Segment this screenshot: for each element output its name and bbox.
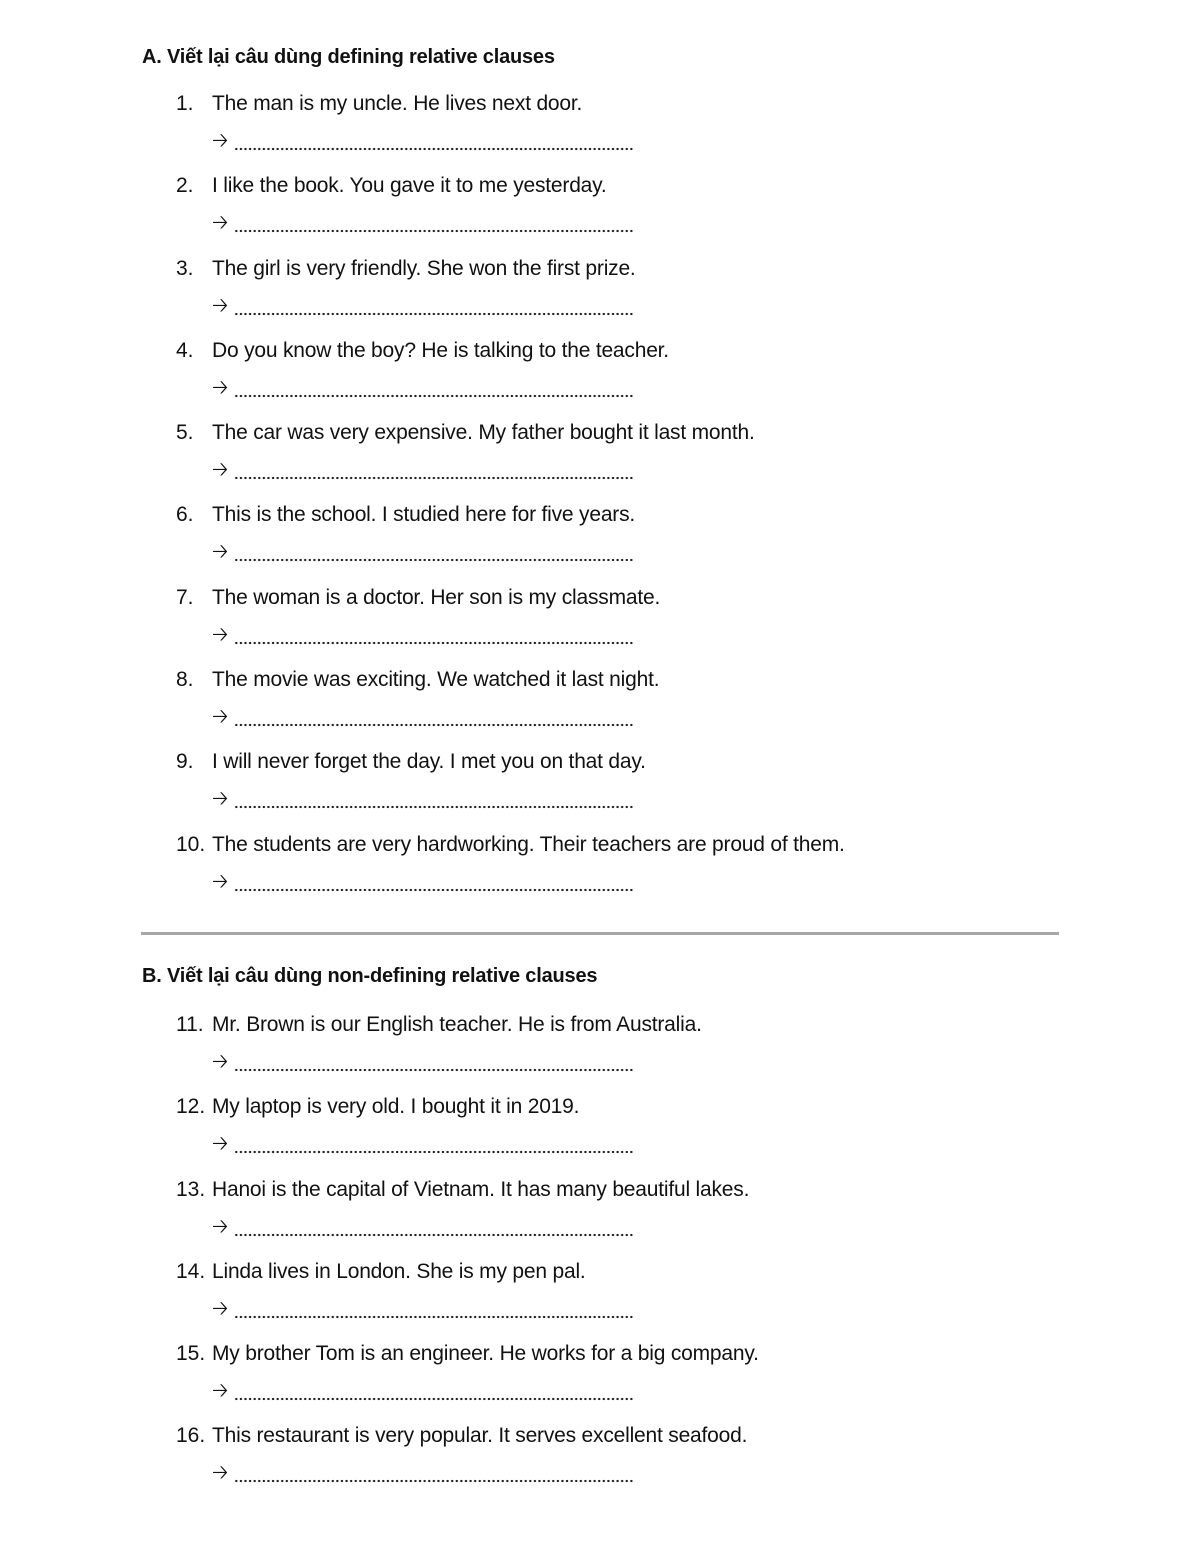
question-number: 3. <box>176 256 194 280</box>
question-item <box>0 172 1200 254</box>
question-text: The car was very expensive. My father bought it last month. <box>212 421 755 445</box>
answer-blank[interactable] <box>234 1049 634 1075</box>
arrow-right-icon: 🡢 <box>212 376 229 399</box>
answer-line <box>212 457 634 483</box>
answer-blank[interactable] <box>234 704 634 730</box>
answer-line <box>212 622 634 648</box>
question-number: 15. <box>176 1342 206 1366</box>
question-number: 14. <box>176 1259 206 1283</box>
answer-line <box>212 704 634 730</box>
question-item <box>0 748 1200 830</box>
question-item <box>0 255 1200 337</box>
answer-blank[interactable] <box>234 1296 634 1322</box>
answer-line <box>212 1378 634 1404</box>
question-text: My laptop is very old. I bought it in 2019. <box>212 1095 580 1119</box>
question-number: 2. <box>176 174 194 198</box>
answer-line <box>212 539 634 565</box>
answer-blank[interactable] <box>234 869 634 895</box>
answer-blank[interactable] <box>234 786 634 812</box>
answer-blank[interactable] <box>234 457 634 483</box>
question-number: 8. <box>176 668 194 692</box>
question-number: 11. <box>176 1013 204 1036</box>
answer-line <box>212 375 634 401</box>
arrow-right-icon: 🡢 <box>212 459 229 482</box>
section-b-question-list <box>0 1011 1200 1505</box>
question-item <box>0 1011 1200 1093</box>
question-text: I will never forget the day. I met you on that day. <box>212 750 646 774</box>
question-text: The girl is very friendly. She won the first prize. <box>212 256 636 280</box>
answer-blank[interactable] <box>234 1214 634 1240</box>
question-text: The man is my uncle. He lives next door. <box>212 92 583 115</box>
answer-blank[interactable] <box>234 210 634 236</box>
question-text: I like the book. You gave it to me yesterday. <box>212 174 607 198</box>
question-item <box>0 584 1200 666</box>
arrow-right-icon: 🡢 <box>212 1380 229 1403</box>
arrow-right-icon: 🡢 <box>212 130 229 152</box>
question-text: Hanoi is the capital of Vietnam. It has many beautiful lakes. <box>212 1177 750 1201</box>
arrow-right-icon: 🡢 <box>212 1051 229 1073</box>
question-item <box>0 666 1200 748</box>
arrow-right-icon: 🡢 <box>212 541 229 564</box>
question-number: 1. <box>176 92 194 115</box>
arrow-right-icon: 🡢 <box>212 1297 229 1320</box>
answer-line <box>212 1214 634 1240</box>
arrow-right-icon: 🡢 <box>212 1462 229 1485</box>
question-text: The students are very hardworking. Their teachers are proud of them. <box>212 832 845 856</box>
question-number: 12. <box>176 1095 206 1119</box>
arrow-right-icon: 🡢 <box>212 294 229 317</box>
answer-line <box>212 128 634 154</box>
arrow-right-icon: 🡢 <box>212 788 229 811</box>
question-number: 13. <box>176 1177 206 1201</box>
section-divider <box>141 932 1059 935</box>
answer-line <box>212 1131 634 1157</box>
arrow-right-icon: 🡢 <box>212 1133 229 1156</box>
section-b-heading: B. Viết lại câu dùng non-defining relative clauses <box>142 965 598 987</box>
question-number: 5. <box>176 421 194 445</box>
question-item <box>0 1422 1200 1504</box>
question-text: This restaurant is very popular. It serves excellent seafood. <box>212 1424 748 1448</box>
question-number: 16. <box>176 1424 206 1448</box>
question-number: 9. <box>176 750 194 774</box>
arrow-right-icon: 🡢 <box>212 1215 229 1238</box>
question-item <box>0 1258 1200 1340</box>
answer-line <box>212 869 634 895</box>
question-number: 6. <box>176 503 194 527</box>
question-text: Mr. Brown is our English teacher. He is from Australia. <box>212 1013 702 1036</box>
question-item <box>0 337 1200 419</box>
answer-line <box>212 1460 634 1486</box>
arrow-right-icon: 🡢 <box>212 706 229 729</box>
question-text: My brother Tom is an engineer. He works for a big company. <box>212 1342 759 1366</box>
question-number: 7. <box>176 585 194 609</box>
question-text: Do you know the boy? He is talking to the teacher. <box>212 338 669 362</box>
question-item <box>0 1176 1200 1258</box>
answer-blank[interactable] <box>234 128 634 154</box>
answer-blank[interactable] <box>234 1378 634 1404</box>
question-number: 10. <box>176 832 206 856</box>
arrow-right-icon: 🡢 <box>212 623 229 646</box>
section-a-heading: A. Viết lại câu dùng defining relative clauses <box>142 46 555 68</box>
question-item <box>0 1093 1200 1175</box>
answer-blank[interactable] <box>234 1131 634 1157</box>
answer-line <box>212 210 634 236</box>
section-a-question-list <box>0 90 1200 913</box>
question-item <box>0 90 1200 172</box>
answer-blank[interactable] <box>234 1460 634 1486</box>
answer-line <box>212 786 634 812</box>
question-text: Linda lives in London. She is my pen pal. <box>212 1259 586 1283</box>
question-text: This is the school. I studied here for five years. <box>212 503 636 527</box>
answer-blank[interactable] <box>234 293 634 319</box>
question-item <box>0 419 1200 501</box>
question-text: The movie was exciting. We watched it last night. <box>212 668 660 692</box>
question-item <box>0 831 1200 913</box>
question-item <box>0 501 1200 583</box>
answer-blank[interactable] <box>234 622 634 648</box>
arrow-right-icon: 🡢 <box>212 870 229 893</box>
question-text: The woman is a doctor. Her son is my classmate. <box>212 585 661 609</box>
question-number: 4. <box>176 338 194 362</box>
answer-blank[interactable] <box>234 375 634 401</box>
answer-line <box>212 293 634 319</box>
arrow-right-icon: 🡢 <box>212 212 229 235</box>
question-item <box>0 1340 1200 1422</box>
answer-blank[interactable] <box>234 539 634 565</box>
answer-line <box>212 1296 634 1322</box>
answer-line <box>212 1049 634 1075</box>
